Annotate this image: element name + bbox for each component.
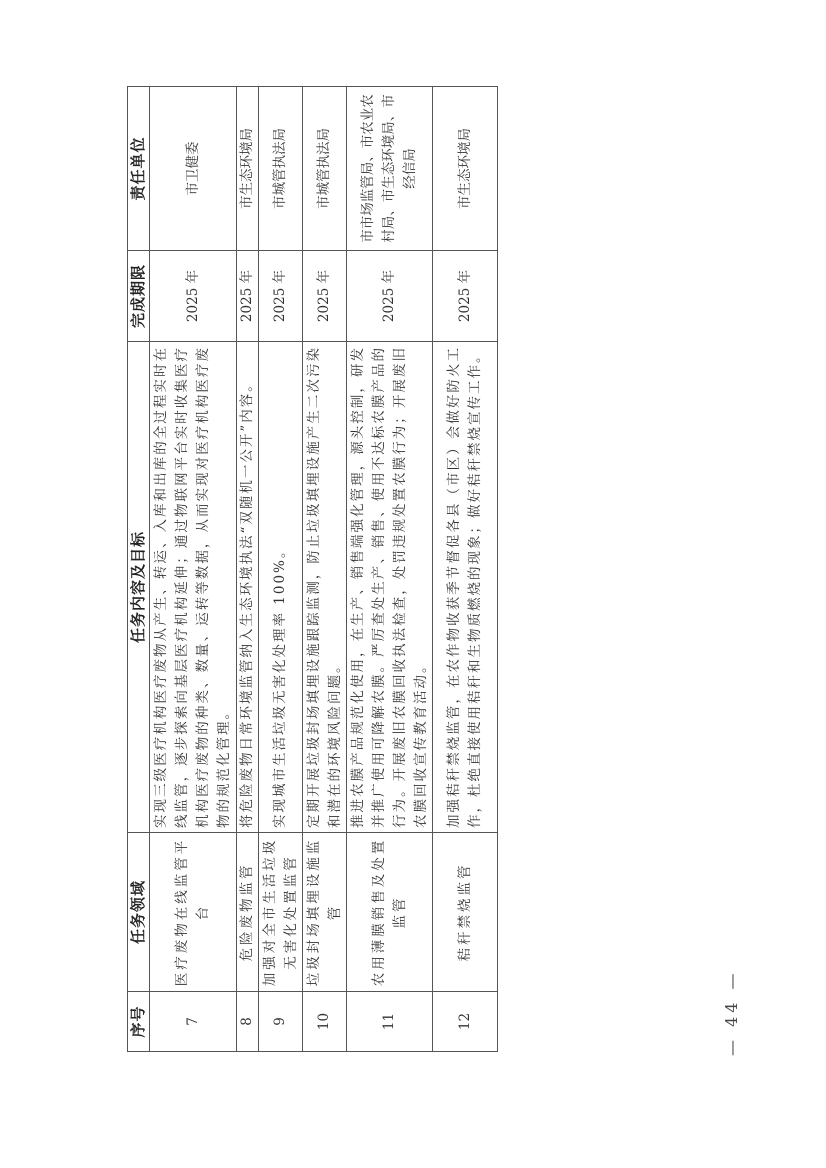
row-content: 实现三级医疗机构医疗废物从产生、转运、入库和出库的全过程实时在线监管，逐步探索向基层医疗机构延伸；通过物联网平台实时收集医疗机构医疗废物的种类、数量、运转等数据，从而实现对医疗机构医疗废物的规范化管理。 [150, 342, 237, 833]
row-number: 9 [259, 992, 303, 1052]
header-area: 任务领域 [128, 833, 150, 992]
row-content: 将危险废物日常环境监管纳入生态环境执法“双随机一公开”内容。 [237, 342, 259, 833]
header-number: 序号 [128, 992, 150, 1052]
row-area: 加强对全市生活垃圾无害化处置监管 [259, 833, 303, 992]
row-deadline: 2025 年 [347, 251, 433, 342]
row-unit: 市生态环境局 [237, 87, 259, 251]
row-unit: 市生态环境局 [433, 87, 498, 251]
table-row [259, 87, 303, 1052]
header-content: 任务内容及目标 [128, 342, 150, 833]
row-unit: 市市场监管局、市农业农村局、市生态环境局、市经信局 [347, 87, 433, 251]
row-area: 垃圾封场填埋设施监管 [303, 833, 347, 992]
row-number: 7 [150, 992, 237, 1052]
task-table-container [127, 87, 497, 1052]
row-unit: 市城管执法局 [303, 87, 347, 251]
row-area: 危险废物监管 [237, 833, 259, 992]
row-deadline: 2025 年 [150, 251, 237, 342]
table-row [347, 87, 433, 1052]
table-row [150, 87, 237, 1052]
row-content: 定期开展垃圾封场填埋设施跟踪监测，防止垃圾填埋设施产生二次污染和潜在的环境风险问题。 [303, 342, 347, 833]
row-deadline: 2025 年 [237, 251, 259, 342]
table-row [303, 87, 347, 1052]
row-number: 8 [237, 992, 259, 1052]
table-row [433, 87, 498, 1052]
header-deadline: 完成期限 [128, 251, 150, 342]
page-number: — 44 — [722, 969, 741, 1056]
row-unit: 市城管执法局 [259, 87, 303, 251]
row-deadline: 2025 年 [433, 251, 498, 342]
row-area: 医疗废物在线监管平台 [150, 833, 237, 992]
row-content: 实现城市生活垃圾无害化处理率 100%。 [259, 342, 303, 833]
row-content: 加强秸秆禁烧监管，在农作物收获季节督促各县（市区）会做好防火工作，杜绝直接使用秸秆和生物质燃烧的现象；做好秸秆禁烧宣传工作。 [433, 342, 498, 833]
row-area: 农用薄膜销售及处置监管 [347, 833, 433, 992]
row-deadline: 2025 年 [303, 251, 347, 342]
row-number: 10 [303, 992, 347, 1052]
row-number: 12 [433, 992, 498, 1052]
row-number: 11 [347, 992, 433, 1052]
table-row [237, 87, 259, 1052]
row-area: 秸秆禁烧监管 [433, 833, 498, 992]
table-header-row [128, 87, 150, 1052]
task-table [127, 86, 498, 1052]
row-content: 推进农膜产品规范化使用，在生产、销售端强化管理，源头控制，研发并推广使用可降解农膜。严厉查处生产、销售、使用不达标农膜产品的行为。开展废旧农膜回收执法检查，处罚违规处置农膜行为；开展废旧农膜回收宣传教育活动。 [347, 342, 433, 833]
header-unit: 责任单位 [128, 87, 150, 251]
row-unit: 市卫健委 [150, 87, 237, 251]
row-deadline: 2025 年 [259, 251, 303, 342]
